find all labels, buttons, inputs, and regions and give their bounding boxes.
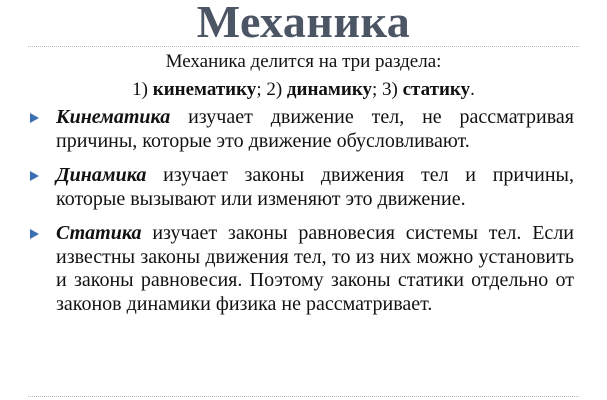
bullet-kinematics	[28, 106, 574, 153]
bullet-text-dynamics: изучает законы движения тел и причины, которые вызывают или изменяют это движение.	[56, 164, 574, 210]
arrowhead-bullet-icon	[30, 113, 39, 123]
intro-part-1-number: 1)	[132, 79, 153, 100]
bullet-statics	[28, 222, 574, 316]
bullet-text-statics: изучает законы равновесия системы тел. Если известны законы движения тел, то из них можно установить и законы равновесия. Поэтому законы статики отдельно от законов динамики физика не рассматривает.	[56, 222, 574, 315]
bullet-term-dynamics: Динамика	[56, 164, 147, 186]
bullet-list	[28, 106, 574, 327]
intro-end: .	[470, 79, 475, 100]
intro-line-1: Механика делится на три раздела:	[165, 51, 442, 72]
bullet-term-kinematics: Кинематика	[56, 106, 171, 128]
intro-term-dynamics: динамику	[286, 79, 372, 100]
intro-part-2-number: ; 2)	[256, 79, 287, 100]
arrowhead-bullet-icon	[30, 171, 39, 181]
arrowhead-bullet-icon	[30, 229, 39, 239]
intro-line-2	[0, 77, 607, 102]
intro-part-3-number: ; 3)	[372, 79, 403, 100]
bullet-term-statics: Статика	[56, 222, 142, 244]
bullet-text-kinematics: изучает движение тел, не рассматривая причины, которые это движение обусловливают.	[56, 106, 574, 152]
top-divider	[28, 46, 579, 47]
intro-term-statics: статику	[402, 79, 471, 100]
slide-title: Механика	[196, 0, 411, 47]
intro-term-kinematics: кинематику	[152, 79, 257, 100]
bottom-divider	[28, 396, 579, 397]
bullet-dynamics	[28, 164, 574, 211]
